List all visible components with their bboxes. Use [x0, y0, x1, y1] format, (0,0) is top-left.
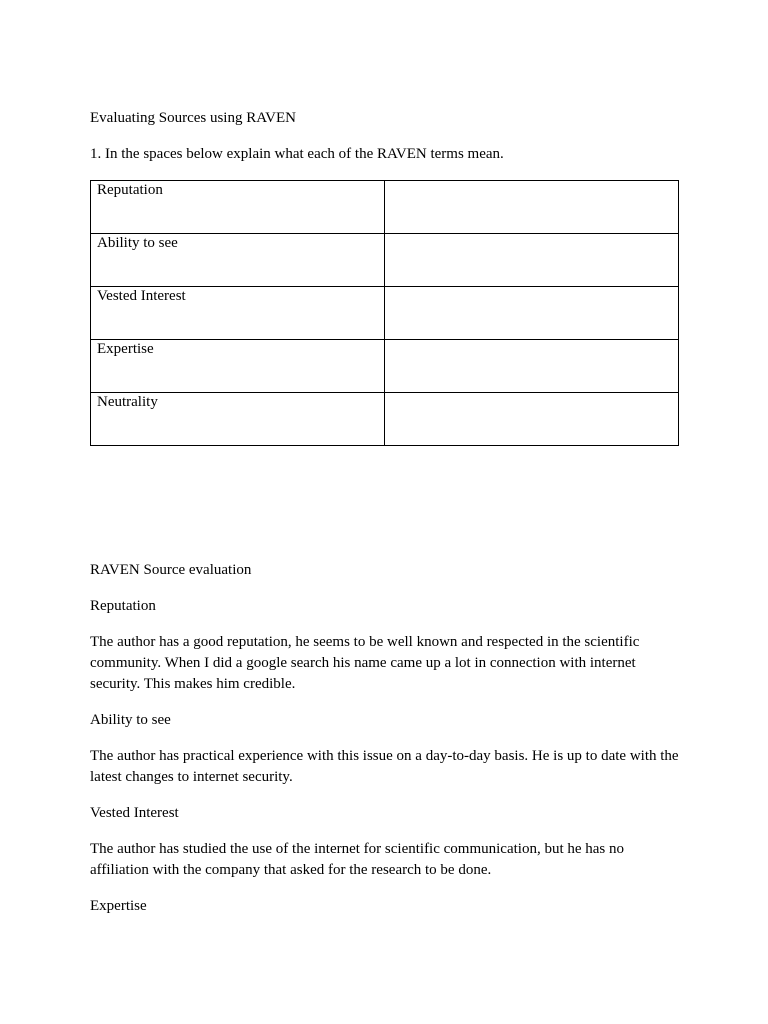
section-text-vested-interest[interactable]: The author has studied the use of the internet for scientific communication, but he has no affiliation with the company that asked for the research to be done. [90, 841, 625, 878]
section-text-reputation[interactable]: The author has a good reputation, he seems to be well known and respected in the scientific community. When I did a google search his name came up a lot in connection with internet security. This makes him credible. [90, 634, 640, 692]
table-cell-answer[interactable] [385, 181, 679, 234]
instruction-text[interactable]: 1. In the spaces below explain what each of the RAVEN terms mean. [90, 146, 504, 162]
table-cell-answer[interactable] [385, 340, 679, 393]
table-cell-term[interactable]: Vested Interest [91, 287, 385, 340]
table-cell-term[interactable]: Reputation [91, 181, 385, 234]
table-cell-answer[interactable] [385, 393, 679, 446]
evaluation-heading[interactable]: RAVEN Source evaluation [90, 562, 252, 578]
section-text-ability-to-see[interactable]: The author has practical experience with this issue on a day-to-day basis. He is up to date with the latest changes to internet security. [90, 748, 679, 785]
table-row [91, 393, 679, 446]
section-heading-expertise[interactable]: Expertise [90, 898, 147, 914]
table-cell-term[interactable]: Neutrality [91, 393, 385, 446]
section-heading-vested-interest[interactable]: Vested Interest [90, 805, 179, 821]
table-cell-term[interactable]: Expertise [91, 340, 385, 393]
blank-space [90, 446, 680, 560]
table-row [91, 234, 679, 287]
table-row [91, 287, 679, 340]
table-cell-term[interactable]: Ability to see [91, 234, 385, 287]
document-title[interactable]: Evaluating Sources using RAVEN [90, 110, 296, 126]
table-row [91, 340, 679, 393]
table-row [91, 181, 679, 234]
section-heading-reputation[interactable]: Reputation [90, 598, 156, 614]
document-body [90, 108, 680, 932]
section-heading-ability-to-see[interactable]: Ability to see [90, 712, 171, 728]
table-cell-answer[interactable] [385, 234, 679, 287]
raven-terms-table [90, 180, 679, 446]
table-cell-answer[interactable] [385, 287, 679, 340]
